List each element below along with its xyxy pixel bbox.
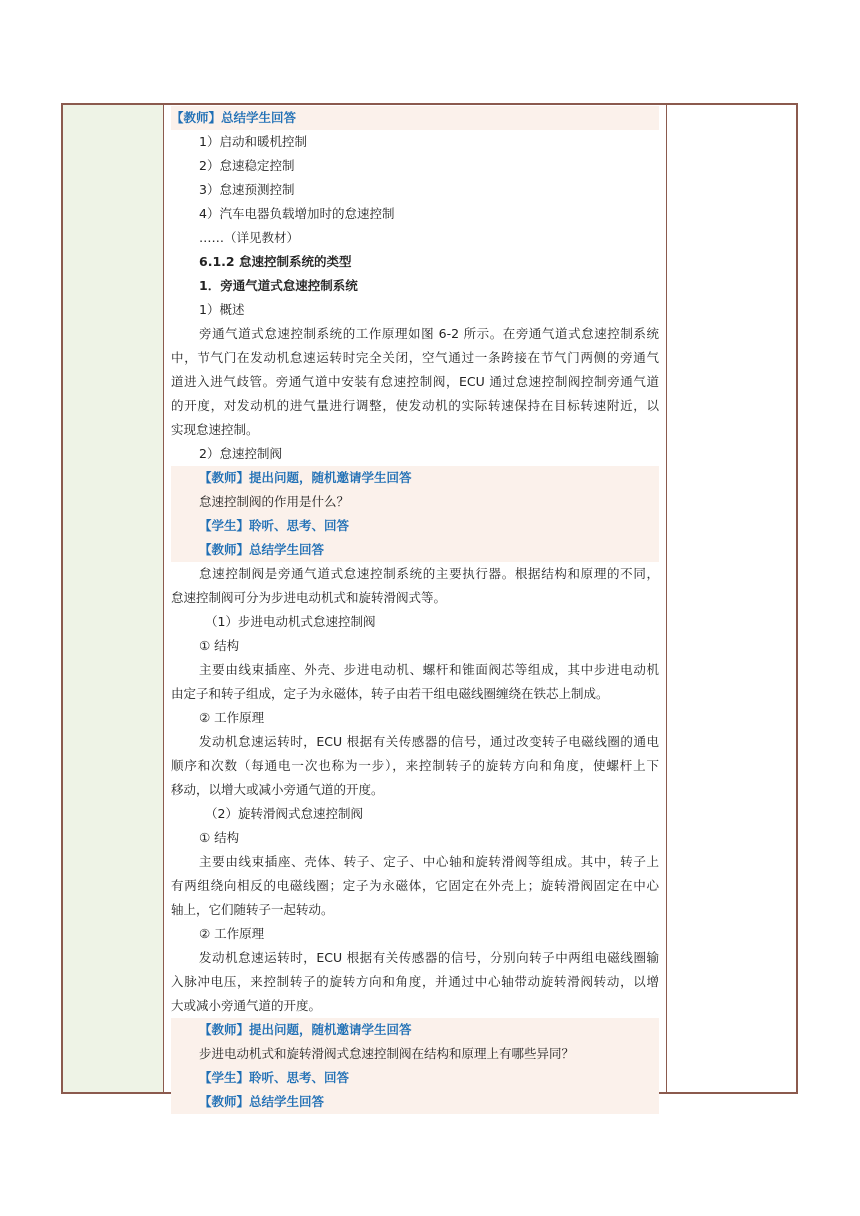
text-line: 的开度，对发动机的进气量进行调整，使发动机的实际转速保持在目标转速附近，以 (171, 398, 659, 413)
text-line: 有两组绕向相反的电磁线圈；定子为永磁体，它固定在外壳上；旋转滑阀固定在中心 (171, 878, 659, 893)
text-line: 怠速控制阀的作用是什么？ (171, 490, 659, 514)
text-line: 顺序和次数（每通电一次也称为一步），来控制转子的旋转方向和角度，使螺杆上下 (171, 758, 659, 773)
role-line: 【教师】总结学生回答 (171, 538, 659, 562)
text-line: 主要由线束插座、壳体、转子、定子、中心轴和旋转滑阀等组成。其中，转子上 (199, 854, 659, 869)
text-line: （1）步进电动机式怠速控制阀 (205, 614, 376, 629)
text-line: 发动机怠速运转时，ECU 根据有关传感器的信号，分别向转子中两组电磁线圈输 (199, 950, 659, 965)
text-line: ① 结构 (199, 830, 240, 845)
text-line: 轴上，它们随转子一起转动。 (171, 902, 334, 917)
text-line: 3）怠速预测控制 (199, 182, 295, 197)
lesson-table (61, 103, 798, 1109)
role-line: 【教师】总结学生回答 (171, 1090, 659, 1114)
text-line: ……（详见教材） (199, 230, 300, 245)
text-line: 道进入进气歧管。旁通气道中安装有怠速控制阀，ECU 通过怠速控制阀控制旁通气道 (171, 374, 659, 389)
role-line: 【教师】总结学生回答 (171, 106, 659, 130)
text-line: 1）启动和暖机控制 (199, 134, 307, 149)
role-line: 【教师】提出问题，随机邀请学生回答 (171, 466, 659, 490)
role-line: 【学生】聆听、思考、回答 (171, 514, 659, 538)
text-line: 主要由线束插座、外壳、步进电动机、螺杆和锥面阀芯等组成，其中步进电动机 (199, 662, 659, 677)
text-line: 2）怠速控制阀 (199, 446, 282, 461)
text-line: ② 工作原理 (199, 926, 265, 941)
text-line: 步进电动机式和旋转滑阀式怠速控制阀在结构和原理上有哪些异同？ (171, 1042, 659, 1066)
text-line: 移动，以增大或减小旁通气道的开度。 (171, 782, 384, 797)
text-line: 中，节气门在发动机怠速运转时完全关闭，空气通过一条跨接在节气门两侧的旁通气 (171, 350, 659, 365)
right-column (666, 105, 798, 1092)
text-line: 1．旁通气道式怠速控制系统 (199, 278, 358, 293)
content-column (171, 106, 659, 1114)
left-column (63, 105, 164, 1092)
text-line: 入脉冲电压，来控制转子的旋转方向和角度，并通过中心轴带动旋转滑阀转动，以增 (171, 974, 659, 989)
text-line: 怠速控制阀可分为步进电动机式和旋转滑阀式等。 (171, 590, 447, 605)
text-line: 由定子和转子组成，定子为永磁体，转子由若干组电磁线圈缠绕在铁芯上制成。 (171, 686, 609, 701)
text-line: 大或减小旁通气道的开度。 (171, 998, 322, 1013)
text-line: 实现怠速控制。 (171, 422, 259, 437)
text-line: （2）旋转滑阀式怠速控制阀 (205, 806, 363, 821)
text-line: ① 结构 (199, 638, 240, 653)
text-line: ② 工作原理 (199, 710, 265, 725)
text-line: 2）怠速稳定控制 (199, 158, 295, 173)
text-line: 4）汽车电器负载增加时的怠速控制 (199, 206, 395, 221)
role-line: 【学生】聆听、思考、回答 (171, 1066, 659, 1090)
text-line: 怠速控制阀是旁通气道式怠速控制系统的主要执行器。根据结构和原理的不同， (199, 566, 659, 581)
text-line: 旁通气道式怠速控制系统的工作原理如图 6-2 所示。在旁通气道式怠速控制系统 (199, 326, 659, 341)
text-line: 发动机怠速运转时，ECU 根据有关传感器的信号，通过改变转子电磁线圈的通电 (199, 734, 659, 749)
text-line: 1）概述 (199, 302, 245, 317)
role-line: 【教师】提出问题，随机邀请学生回答 (171, 1018, 659, 1042)
text-line: 6.1.2 怠速控制系统的类型 (199, 254, 352, 269)
